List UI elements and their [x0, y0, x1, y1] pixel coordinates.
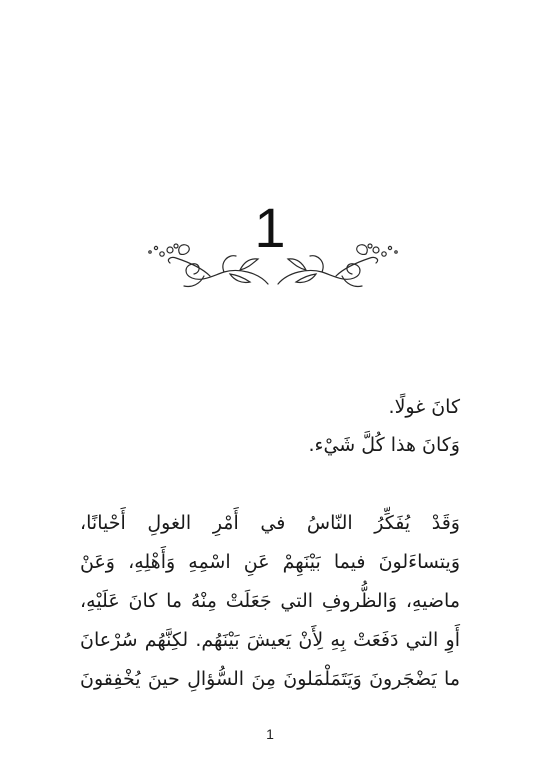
- floral-vine-ornament-icon: [140, 232, 400, 298]
- paragraph-line: أَوِ التي دَفَعَتْ بِهِ لِأَنْ يَعيشَ بَيْنَهُم. لكِنَّهُم سُرْعانَ: [80, 629, 460, 651]
- page-number: 1: [266, 726, 274, 742]
- paragraph-line: ماضيهِ، وَالظُّروفِ التي جَعَلَتْ مِنْهُ ما كانَ عَلَيْهِ،: [80, 590, 460, 612]
- opening-line: كانَ غولًا.: [388, 396, 460, 418]
- paragraph-line: ما يَضْجَرونَ وَيَتَمَلْمَلونَ مِنَ السُّؤالِ حينَ يُخْفِقونَ: [80, 668, 460, 690]
- paragraph-line: وَيتساءَلونَ فيما بَيْنَهِمْ عَنِ اسْمِهِ وَأَهْلِهِ، وَعَنْ: [80, 551, 460, 573]
- chapter-number: 1: [254, 196, 286, 259]
- paragraph-line: وَقَدْ يُفَكِّرُ النّاسُ في أَمْرِ الغولِ أَحْيانًا،: [80, 512, 460, 534]
- body-paragraph: [80, 504, 460, 699]
- opening-lines: [80, 388, 460, 464]
- opening-line: وَكانَ هذا كُلَّ شَيْء.: [308, 434, 460, 456]
